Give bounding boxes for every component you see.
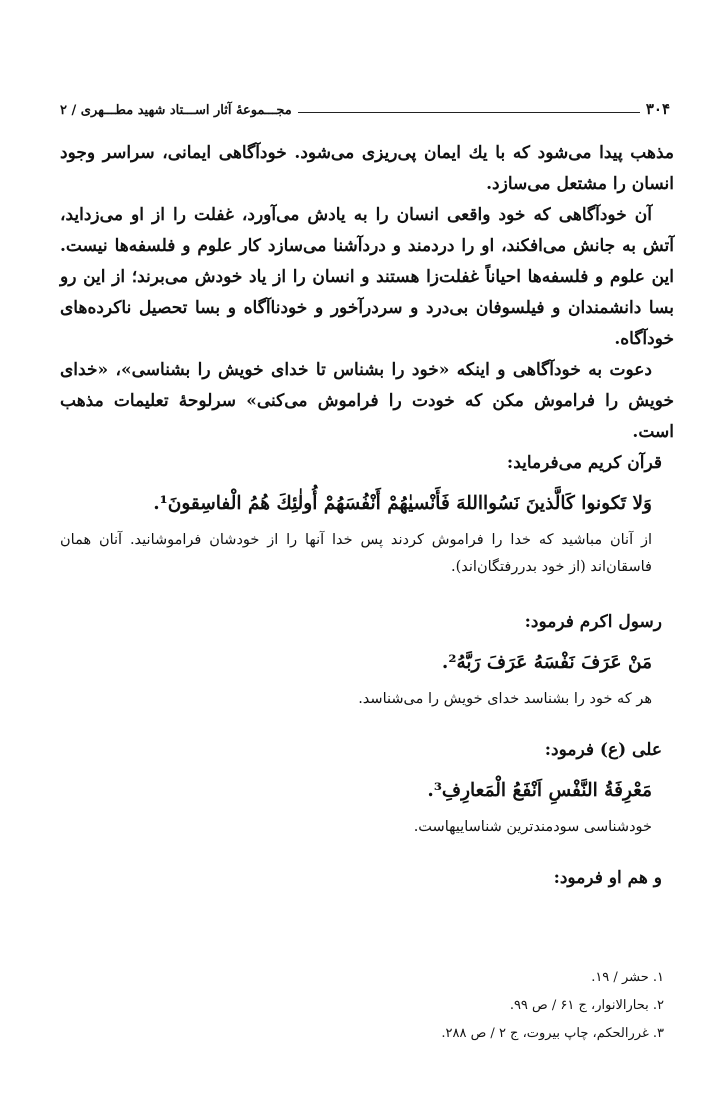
running-title: مجـــموعهٔ آثار اســـتاد شهید مطـــهری / ۲ — [60, 103, 292, 118]
quran-verse: وَلا تَكونوا كَالَّذينَ نَسُوااللهَ فَأَنْسيٰهُمْ أَنْفُسَهُمْ أُولٰئِكَ هُمُ الْفاسِقونَ¹. — [153, 493, 652, 514]
quran-lead: قرآن کریم می‌فرماید: — [506, 453, 662, 473]
page-number: ۳۰۴ — [645, 100, 670, 118]
ali-second-lead: و هم او فرمود: — [553, 868, 662, 888]
ali-lead: علی (ع) فرمود: — [544, 740, 662, 760]
page-header — [60, 92, 670, 118]
footnotes — [60, 964, 670, 1048]
prophet-translation: هر که خود را بشناسد خدای خویش را می‌شناسد. — [358, 691, 652, 707]
footnote-3: ۳. غررالحکم، چاپ بیروت، ج ۲ / ص ۲۸۸. — [441, 1026, 664, 1041]
quran-translation: از آنان مباشید که خدا را فراموش کردند پس خدا آنها را از خودشان فراموشانید. آنان همان فاسقان‌اند (از خود بدررفتگان‌اند). — [60, 532, 652, 575]
ali-hadith: مَعْرِفَةُ النَّفْسِ اَنْفَعُ الْمَعارِفِ³. — [427, 780, 652, 801]
footnote-1: ۱. حشر / ۱۹. — [591, 970, 664, 985]
header-rule — [298, 112, 640, 113]
ali-translation: خودشناسی سودمندترین شناساییهاست. — [413, 819, 652, 835]
page-body — [60, 138, 674, 894]
paragraph-1: مذهب پیدا می‌شود که با یك ایمان پی‌ریزی می‌شود. خودآگاهی ایمانی، سراسر وجود انسان را مشتعل می‌سازد. — [60, 143, 674, 194]
paragraph-3: دعوت به خودآگاهی و اینکه «خود را بشناس تا خدای خویش را بشناسی»، «خدای خویش را فراموش مکن که خودت را فراموش می‌کنی» سرلوحهٔ تعلیمات مذهب است. — [60, 360, 674, 442]
prophet-hadith: مَنْ عَرَفَ نَفْسَهُ عَرَفَ رَبَّهُ². — [441, 652, 652, 673]
paragraph-2: آن خودآگاهی که خود واقعی انسان را به یادش می‌آورد، غفلت را از او می‌زداید، آتش به جانش می‌افکند، او را دردمند و دردآشنا می‌سازد کار علوم و فلسفه‌ها نیست. این علوم و فلسفه‌ها احیاناً غفلت‌زا هستند و انسان را از یاد خودش می‌برند؛ از این رو بسا دانشمندان و فیلسوفان بی‌درد و سردرآخور و خودناآگاه و بسا تحصیل ناکرده‌های خودآگاه. — [60, 205, 674, 349]
footnote-2: ۲. بحارالانوار، ج ۶۱ / ص ۹۹. — [509, 998, 664, 1013]
prophet-lead: رسول اکرم فرمود: — [524, 612, 662, 632]
